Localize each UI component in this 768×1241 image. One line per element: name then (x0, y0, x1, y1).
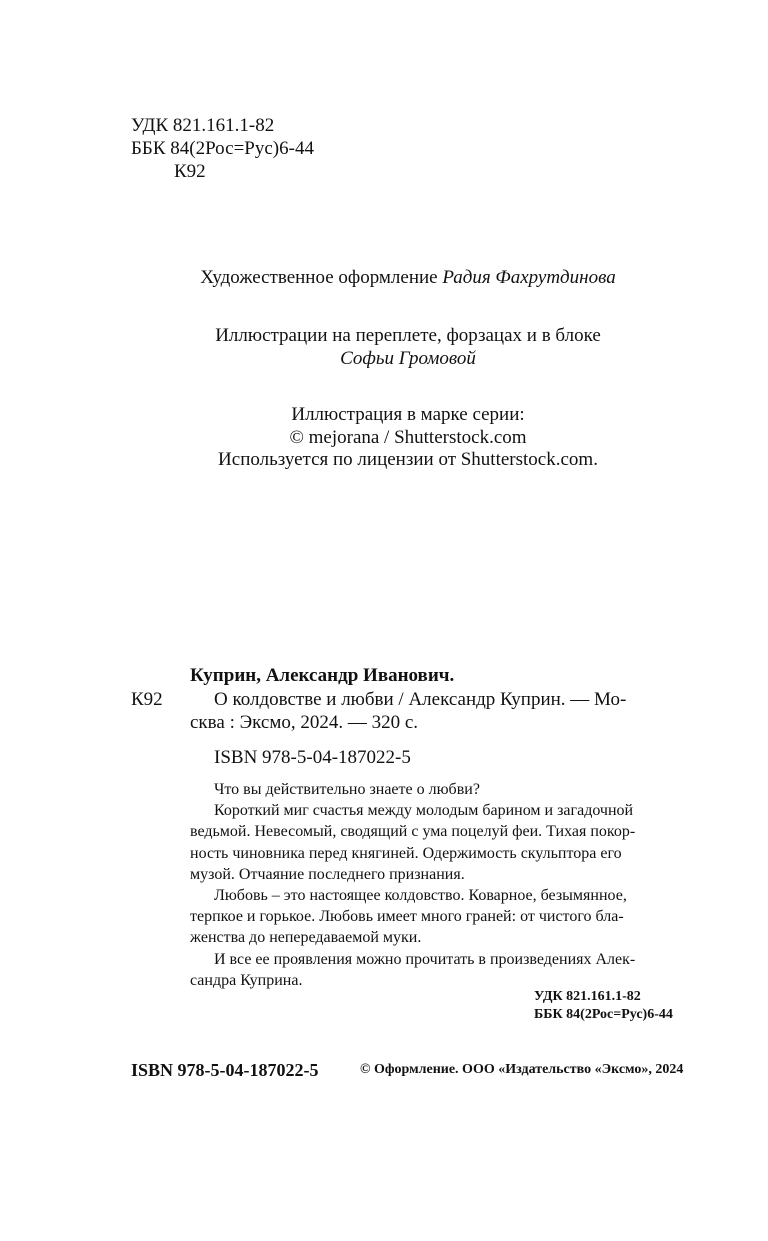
record-title-line1: О колдовстве и любви / Александр Куприн. — Мо- (214, 689, 627, 710)
license-note: Используется по лицензии от Shutterstock.com. (218, 449, 598, 470)
record-author-heading: Куприн, Александр Иванович. (190, 665, 455, 686)
annotation-line: терпкое и горькое. Любовь имеет много граней: от чистого бла- (190, 908, 624, 926)
series-mark-copyright: © mejorana / Shutterstock.com (289, 427, 527, 448)
footer-copyright: © Оформление. ООО «Издательство «Эксмо», 2024 (360, 1062, 684, 1077)
annotation-line: сандра Куприна. (190, 971, 303, 989)
bbk-code: ББК 84(2Рос=Рус)6-44 (131, 138, 314, 159)
illustrator-name: Софьи Громовой (340, 348, 476, 369)
annotation (190, 779, 686, 991)
annotation-line: Любовь – это настоящее колдовство. Коварное, безымянное, (214, 887, 627, 905)
annotation-line: женства до непередаваемой муки. (190, 929, 422, 947)
annotation-line: ведьмой. Невесомый, сводящий с ума поцелуй феи. Тихая покор- (190, 823, 636, 841)
author-mark: К92 (174, 161, 206, 182)
footer-isbn: ISBN 978-5-04-187022-5 (131, 1060, 319, 1080)
udk-code: УДК 821.161.1-82 (131, 115, 275, 136)
annotation-line: Что вы действительно знаете о любви? (214, 781, 480, 798)
illustrations-credit: Иллюстрации на переплете, форзацах и в блоке (215, 325, 601, 346)
record-bbk: ББК 84(2Рос=Рус)6-44 (534, 1007, 673, 1022)
annotation-line: И все ее проявления можно прочитать в произведениях Алек- (214, 950, 636, 968)
record-isbn: ISBN 978-5-04-187022-5 (214, 747, 411, 768)
annotation-line: ность чиновника перед княгиней. Одержимость скульптора его (190, 844, 622, 862)
design-credit (0, 266, 768, 289)
series-mark-credit: Иллюстрация в марке серии: (291, 404, 525, 425)
record-mark: К92 (131, 689, 163, 710)
annotation-line: Короткий миг счастья между молодым барином и загадочной (214, 802, 634, 820)
record-title-line2: сква : Эксмо, 2024. — 320 с. (190, 712, 419, 733)
designer-name: Радия Фахрутдинова (442, 267, 616, 288)
record-udk: УДК 821.161.1-82 (534, 989, 641, 1004)
design-credit-prefix: Художественное оформление (200, 267, 438, 288)
annotation-line: музой. Отчаяние последнего признания. (190, 865, 465, 883)
